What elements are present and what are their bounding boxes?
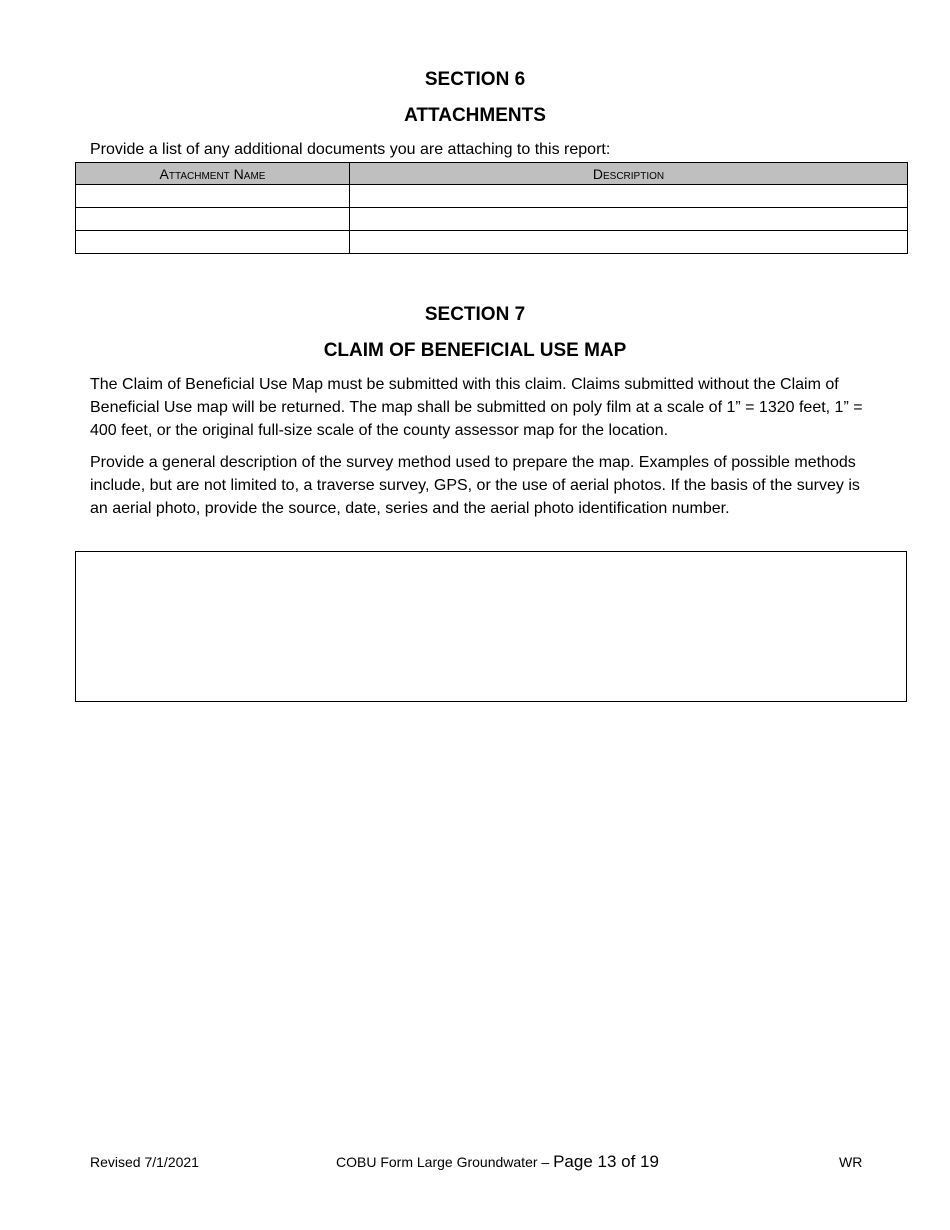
- footer-revised-date: Revised 7/1/2021: [90, 1154, 199, 1170]
- table-row: [76, 231, 908, 254]
- footer-form-name: COBU Form Large Groundwater –: [336, 1154, 550, 1170]
- survey-method-instructions: Provide a general description of the survey method used to prepare the map. Examples of possible methods include, but are not limited to, a traverse survey, GPS, or the use of aerial photos. If the basis of the survey is an aerial photo, provide the source, date, series and the aerial photo identification number.: [90, 454, 860, 517]
- footer-page-number: Page 13 of 19: [553, 1152, 659, 1171]
- survey-method-description-box[interactable]: [75, 551, 907, 702]
- attachment-name-cell[interactable]: [76, 231, 350, 254]
- description-header: Description: [350, 163, 908, 185]
- map-requirements-paragraph: The Claim of Beneficial Use Map must be submitted with this claim. Claims submitted without the Claim of Beneficial Use map will be returned. The map shall be submitted on poly film at a scale of 1” = 1320 feet, 1” = 400 feet, or the original full-size scale of the county assessor map for the location.: [90, 376, 863, 439]
- attachments-table: [75, 162, 908, 254]
- section-6-number: SECTION 6: [424, 69, 526, 90]
- attachment-name-cell[interactable]: [76, 185, 350, 208]
- footer-code: WR: [839, 1154, 863, 1170]
- attachment-name-header: Attachment Name: [76, 163, 350, 185]
- description-cell[interactable]: [350, 208, 908, 231]
- table-row: [76, 185, 908, 208]
- section-6-title: ATTACHMENTS: [404, 105, 546, 126]
- section-7-number: SECTION 7: [424, 304, 526, 325]
- table-header-row: [76, 163, 908, 185]
- footer-form-title: [336, 1152, 659, 1172]
- attachment-name-cell[interactable]: [76, 208, 350, 231]
- table-row: [76, 208, 908, 231]
- section-7-title: CLAIM OF BENEFICIAL USE MAP: [323, 340, 627, 361]
- description-cell[interactable]: [350, 231, 908, 254]
- description-cell[interactable]: [350, 185, 908, 208]
- attachments-intro: Provide a list of any additional documents you are attaching to this report:: [90, 141, 611, 158]
